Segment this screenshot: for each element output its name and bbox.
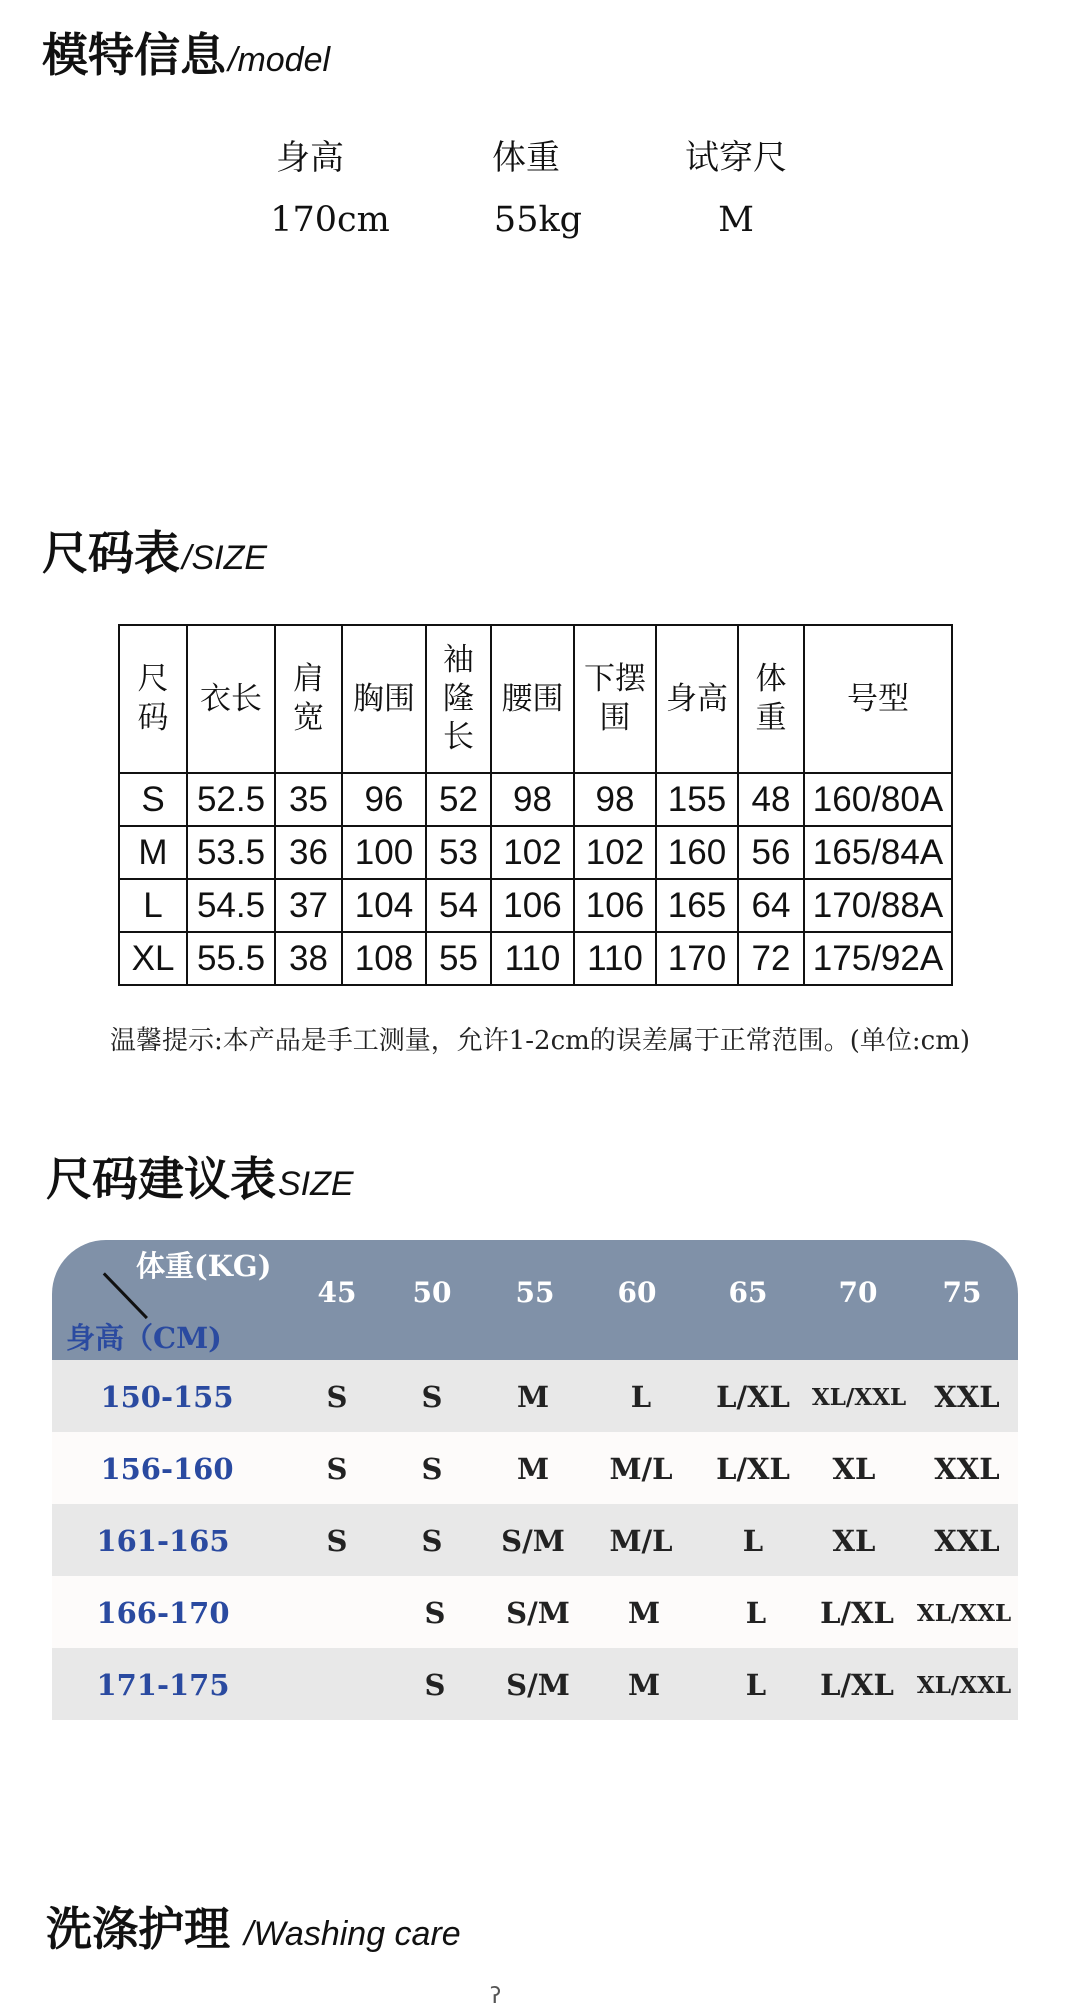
table-cell: 55 — [426, 932, 491, 985]
size-cell: L — [745, 1668, 767, 1702]
size-cell: M — [516, 1452, 550, 1486]
hanging-hook-icon: ʔ — [490, 1984, 502, 2009]
size-note: 温馨提示:本产品是手工测量，允许1-2cm的误差属于正常范围。(单位:cm) — [109, 1026, 971, 1056]
table-cell: XL — [119, 932, 187, 985]
height-range: 156-160 — [100, 1452, 234, 1486]
table-cell: 106 — [574, 879, 656, 932]
model-value-size: M — [718, 200, 754, 240]
size-header-height: 身高 — [656, 625, 738, 773]
size-cell: L — [745, 1596, 767, 1630]
size-cell: XXL — [934, 1452, 1000, 1486]
model-header-size: 试穿尺 — [685, 138, 787, 178]
table-row — [119, 932, 952, 985]
table-cell: 53 — [426, 826, 491, 879]
size-recommendation-table — [52, 1240, 1018, 1720]
size-cell: L/XL — [820, 1668, 894, 1702]
size-header-chest: 胸围 — [342, 625, 426, 773]
table-cell: 54.5 — [187, 879, 275, 932]
size-header-armhole: 袖隆长 — [426, 625, 491, 773]
height-range: 166-170 — [96, 1596, 230, 1630]
recommend-section-title — [46, 1152, 354, 1206]
weight-column-75: 75 — [942, 1276, 982, 1309]
table-row — [52, 1504, 1018, 1576]
size-cell: M — [516, 1380, 550, 1414]
model-subtitle: /model — [228, 41, 331, 79]
size-cell: XXL — [934, 1380, 1000, 1414]
size-title: 尺码表 — [42, 526, 180, 580]
size-cell: S — [326, 1380, 348, 1414]
weight-column-65: 65 — [728, 1276, 768, 1309]
size-table — [118, 624, 953, 986]
table-cell: 160/80A — [804, 773, 952, 826]
size-cell: L/XL — [716, 1380, 790, 1414]
model-section-title — [42, 28, 331, 82]
size-cell: S — [424, 1668, 446, 1702]
size-cell: M/L — [609, 1524, 673, 1558]
table-cell: 170 — [656, 932, 738, 985]
table-cell: 98 — [574, 773, 656, 826]
size-header-hem: 下摆围 — [574, 625, 656, 773]
washing-title: 洗涤护理 — [46, 1902, 230, 1956]
recommend-subtitle: SIZE — [278, 1165, 354, 1203]
table-cell: 56 — [738, 826, 804, 879]
size-cell: S — [421, 1380, 443, 1414]
weight-column-45: 45 — [317, 1276, 357, 1309]
table-row — [119, 826, 952, 879]
table-cell: 37 — [275, 879, 342, 932]
table-cell: 170/88A — [804, 879, 952, 932]
table-cell: 72 — [738, 932, 804, 985]
table-cell: 102 — [491, 826, 574, 879]
table-cell: 155 — [656, 773, 738, 826]
table-cell: S — [119, 773, 187, 826]
model-header-weight: 体重 — [492, 138, 560, 178]
size-cell: M — [627, 1668, 661, 1702]
size-cell: S — [326, 1452, 348, 1486]
table-row — [52, 1648, 1018, 1720]
size-cell: XL — [832, 1524, 876, 1558]
size-cell: L — [630, 1380, 652, 1414]
table-cell: 38 — [275, 932, 342, 985]
size-cell: S/M — [501, 1524, 565, 1558]
table-cell: L — [119, 879, 187, 932]
size-header-type: 号型 — [804, 625, 952, 773]
washing-section-title — [46, 1902, 461, 1956]
table-cell: 110 — [574, 932, 656, 985]
table-cell: 104 — [342, 879, 426, 932]
table-row — [52, 1360, 1018, 1432]
table-cell: 100 — [342, 826, 426, 879]
size-section-title — [42, 526, 268, 580]
size-cell: XL — [832, 1452, 876, 1486]
weight-column-60: 60 — [617, 1276, 657, 1309]
size-header-shoulder: 肩宽 — [275, 625, 342, 773]
height-axis-label: 身高（CM) — [66, 1321, 222, 1355]
height-range: 171-175 — [96, 1668, 230, 1702]
table-cell: 35 — [275, 773, 342, 826]
height-range: 161-165 — [96, 1524, 230, 1558]
table-row — [52, 1432, 1018, 1504]
size-cell: M — [627, 1596, 661, 1630]
size-cell: XL/XXL — [916, 1600, 1012, 1627]
table-cell: 48 — [738, 773, 804, 826]
model-header-height: 身高 — [276, 138, 344, 178]
table-cell: 108 — [342, 932, 426, 985]
table-cell: 165/84A — [804, 826, 952, 879]
table-cell: 110 — [491, 932, 574, 985]
model-title: 模特信息 — [42, 28, 226, 82]
recommend-header — [52, 1240, 1018, 1360]
size-cell: S/M — [506, 1668, 570, 1702]
weight-axis-label: 体重(KG) — [136, 1249, 272, 1283]
size-cell: L — [742, 1524, 764, 1558]
weight-column-70: 70 — [838, 1276, 878, 1309]
size-cell: L/XL — [716, 1452, 790, 1486]
size-cell: S — [421, 1452, 443, 1486]
size-header-length: 衣长 — [187, 625, 275, 773]
table-cell: 52.5 — [187, 773, 275, 826]
size-cell: S — [421, 1524, 443, 1558]
size-cell: S — [424, 1596, 446, 1630]
table-cell: 36 — [275, 826, 342, 879]
height-range: 150-155 — [100, 1380, 234, 1414]
model-value-height: 170cm — [270, 200, 390, 240]
size-header-waist: 腰围 — [491, 625, 574, 773]
size-cell: L/XL — [820, 1596, 894, 1630]
weight-column-55: 55 — [515, 1276, 555, 1309]
table-cell: 165 — [656, 879, 738, 932]
weight-column-50: 50 — [412, 1276, 452, 1309]
table-cell: 52 — [426, 773, 491, 826]
size-cell: XL/XXL — [811, 1384, 907, 1411]
table-cell: 64 — [738, 879, 804, 932]
table-cell: 54 — [426, 879, 491, 932]
size-header-weight: 体重 — [738, 625, 804, 773]
table-cell: 160 — [656, 826, 738, 879]
size-header-size: 尺码 — [119, 625, 187, 773]
table-cell: 53.5 — [187, 826, 275, 879]
size-cell: S/M — [506, 1596, 570, 1630]
table-cell: 102 — [574, 826, 656, 879]
size-cell: S — [326, 1524, 348, 1558]
size-cell: XXL — [934, 1524, 1000, 1558]
table-cell: M — [119, 826, 187, 879]
size-subtitle: /SIZE — [182, 539, 268, 577]
table-cell: 55.5 — [187, 932, 275, 985]
model-value-weight: 55kg — [493, 200, 583, 240]
washing-subtitle: /Washing care — [244, 1915, 461, 1953]
table-cell: 98 — [491, 773, 574, 826]
table-cell: 96 — [342, 773, 426, 826]
recommend-title: 尺码建议表 — [46, 1152, 276, 1206]
table-row — [119, 773, 952, 826]
table-cell: 106 — [491, 879, 574, 932]
table-row — [52, 1576, 1018, 1648]
size-cell: M/L — [609, 1452, 673, 1486]
model-info-grid — [0, 120, 1080, 250]
size-cell: XL/XXL — [916, 1672, 1012, 1699]
table-row — [119, 879, 952, 932]
table-cell: 175/92A — [804, 932, 952, 985]
size-table-header-row — [119, 625, 952, 773]
